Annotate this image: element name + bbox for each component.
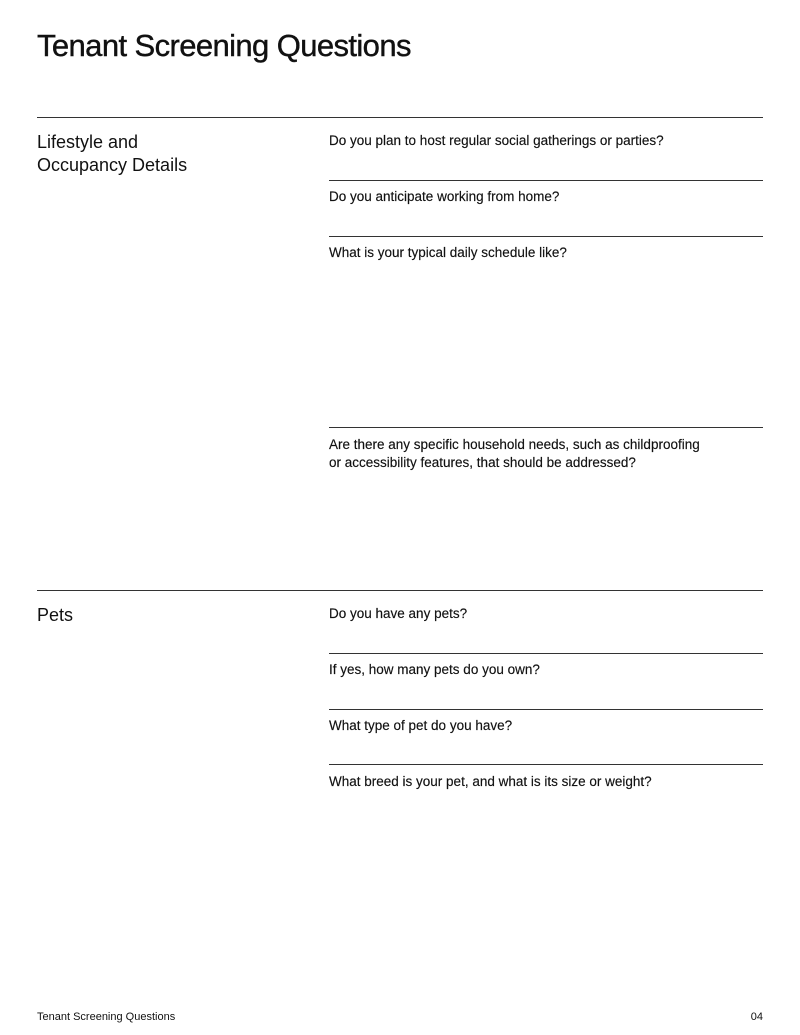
footer-document-title: Tenant Screening Questions: [37, 1011, 176, 1023]
section-title-lifestyle: [37, 131, 277, 177]
section-divider: [37, 117, 763, 118]
question-divider: [329, 653, 763, 654]
answer-area-have-pets[interactable]: [329, 625, 763, 651]
section-divider: [37, 590, 763, 591]
question-work-from-home: Do you anticipate working from home?: [329, 189, 560, 204]
question-divider: [329, 427, 763, 428]
footer-page-number: 04: [750, 1011, 763, 1023]
question-divider: [329, 236, 763, 237]
answer-area-pet-type[interactable]: [329, 737, 763, 762]
question-divider: [329, 180, 763, 181]
question-host-gatherings: Do you plan to host regular social gatherings or parties?: [329, 133, 664, 148]
page-title: Tenant Screening Questions: [37, 28, 411, 63]
section-title-pets: Pets: [37, 605, 74, 625]
question-divider: [329, 709, 763, 710]
question-household-needs: [329, 436, 749, 472]
answer-area-household-needs[interactable]: [329, 475, 763, 585]
question-pet-type: What type of pet do you have?: [329, 718, 513, 733]
answer-area-daily-schedule[interactable]: [329, 264, 763, 424]
answer-area-pet-breed-size[interactable]: [329, 793, 763, 993]
question-line: Are there any specific household needs, such as childproofing: [329, 437, 700, 452]
section-title-line: Lifestyle and: [37, 132, 139, 152]
answer-area-host-gatherings[interactable]: [329, 152, 763, 178]
question-pet-count: If yes, how many pets do you own?: [329, 662, 540, 677]
question-divider: [329, 764, 763, 765]
section-title-line: Occupancy Details: [37, 155, 188, 175]
answer-area-work-from-home[interactable]: [329, 208, 763, 234]
question-daily-schedule: What is your typical daily schedule like?: [329, 245, 567, 260]
question-line: or accessibility features, that should be addressed?: [329, 455, 636, 470]
question-pet-breed-size: What breed is your pet, and what is its size or weight?: [329, 774, 652, 789]
question-have-pets: Do you have any pets?: [329, 606, 468, 621]
answer-area-pet-count[interactable]: [329, 681, 763, 707]
